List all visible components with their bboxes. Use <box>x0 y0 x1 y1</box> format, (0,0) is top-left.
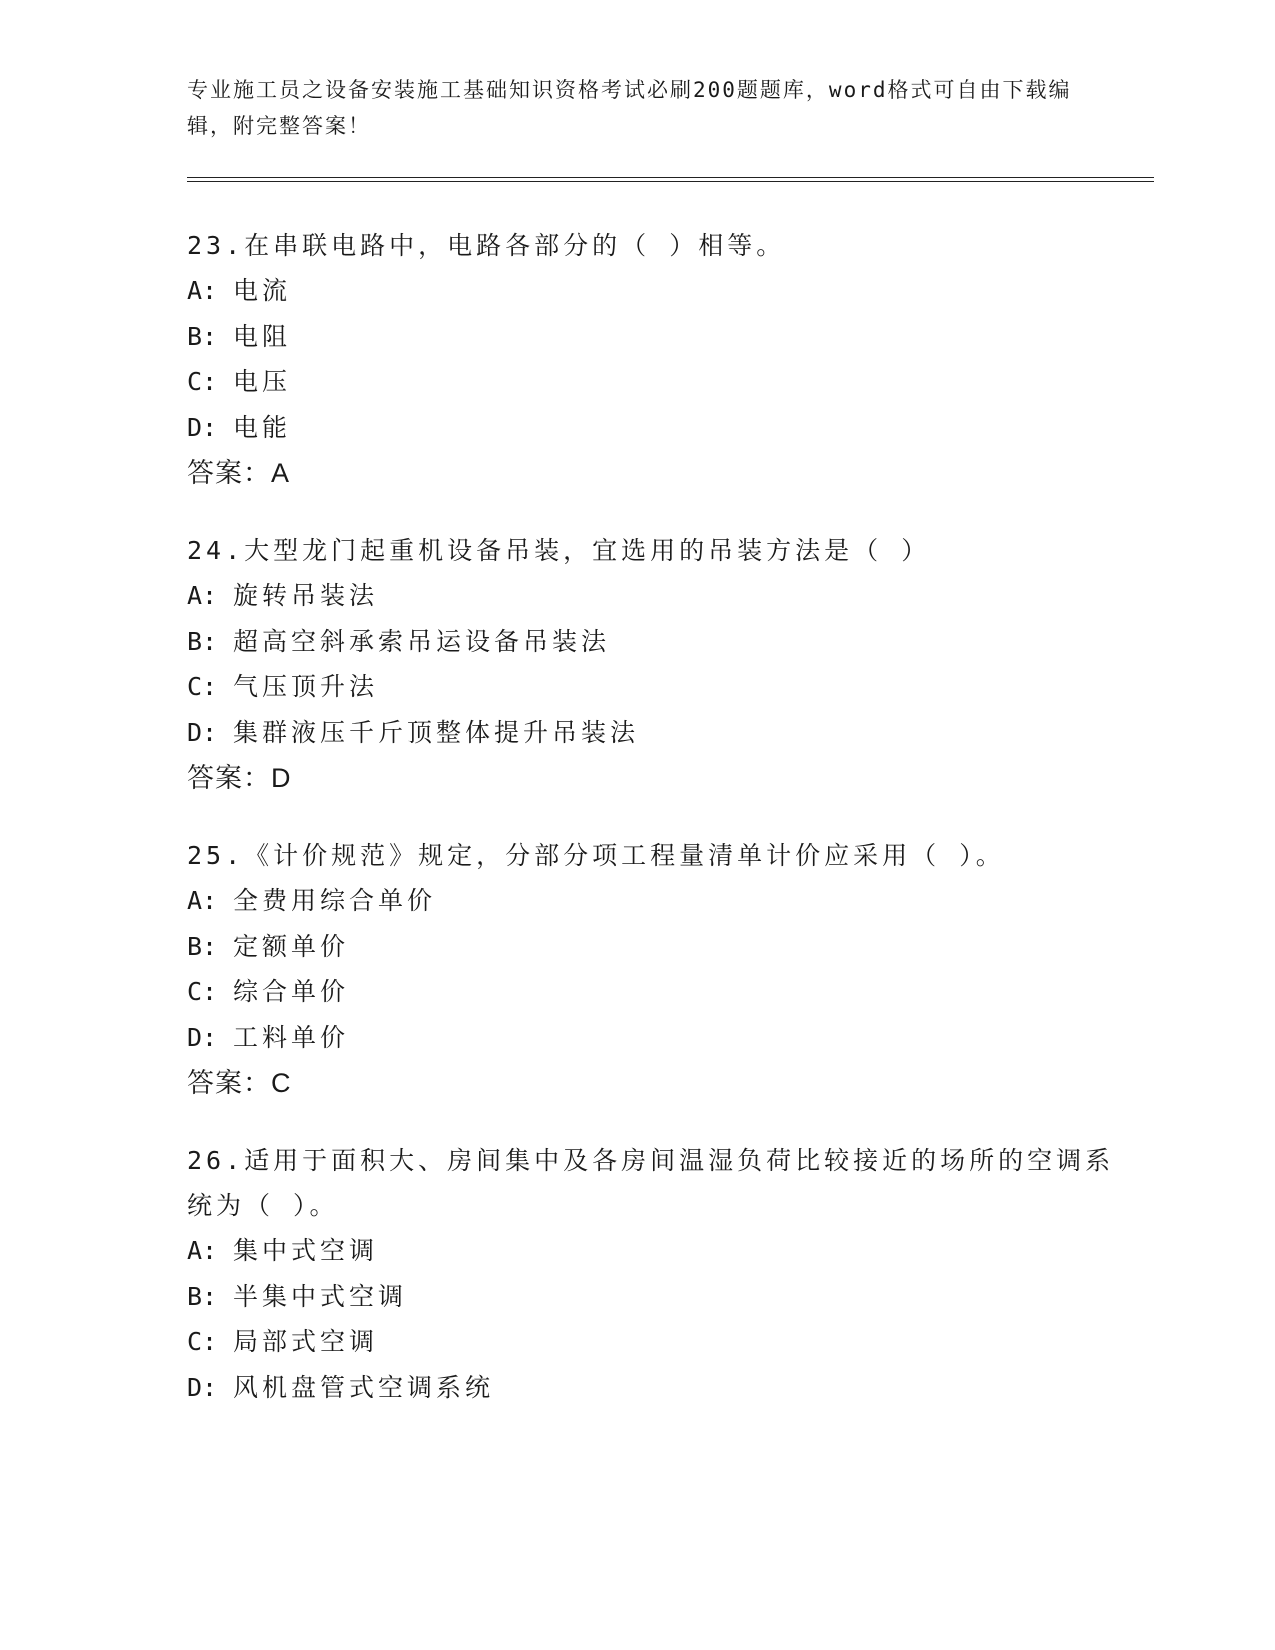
header-divider-top <box>187 177 1154 178</box>
option-d <box>187 1365 1117 1411</box>
option-letter: C: <box>187 1327 218 1356</box>
option-letter: B: <box>187 321 218 351</box>
option-letter: A: <box>187 276 218 305</box>
option-text: 综合单价 <box>233 977 350 1006</box>
answer-text: 答案：C <box>187 1068 292 1098</box>
option-a <box>187 268 1117 314</box>
option-a <box>187 1228 1117 1274</box>
option-text: 全费用综合单价 <box>233 886 437 915</box>
question-stem: 26.适用于面积大、房间集中及各房间温湿负荷比较接近的场所的空调系统为（ ）。 <box>187 1146 1115 1220</box>
option-text: 局部式空调 <box>233 1327 379 1356</box>
option-text: 集群液压千斤顶整体提升吊装法 <box>233 717 640 747</box>
option-c <box>187 969 1117 1015</box>
option-letter: B: <box>187 1281 218 1311</box>
question-23 <box>187 223 1117 496</box>
answer-text: 答案：D <box>187 763 292 793</box>
option-d <box>187 710 1117 756</box>
option-letter: B: <box>187 626 218 656</box>
option-text: 电能 <box>233 412 292 442</box>
option-text: 集中式空调 <box>233 1236 379 1265</box>
option-letter: B: <box>187 931 218 961</box>
option-text: 气压顶升法 <box>233 672 379 701</box>
option-text: 超高空斜承索吊运设备吊装法 <box>233 626 611 656</box>
document-header: 专业施工员之设备安装施工基础知识资格考试必刷200题题库，word格式可自由下载编辑，附完整答案！ <box>187 78 1072 138</box>
option-text: 电流 <box>233 276 292 305</box>
option-text: 风机盘管式空调系统 <box>233 1372 495 1402</box>
option-c <box>187 359 1117 405</box>
option-letter: D: <box>187 1372 218 1402</box>
option-a <box>187 878 1117 924</box>
option-text: 电压 <box>233 367 292 396</box>
answer-text: 答案：A <box>187 458 291 488</box>
option-letter: C: <box>187 672 218 701</box>
option-letter: D: <box>187 1022 218 1052</box>
option-b <box>187 1274 1117 1320</box>
option-letter: C: <box>187 367 218 396</box>
option-d <box>187 405 1117 451</box>
option-b <box>187 619 1117 665</box>
question-stem: 24.大型龙门起重机设备吊装，宜选用的吊装方法是（ ） <box>187 536 931 565</box>
header-divider-bottom <box>187 181 1154 182</box>
option-text: 工料单价 <box>233 1022 350 1052</box>
option-text: 半集中式空调 <box>233 1281 408 1311</box>
option-letter: D: <box>187 412 218 442</box>
question-26 <box>187 1138 1117 1410</box>
option-letter: D: <box>187 717 218 747</box>
option-text: 定额单价 <box>233 931 350 961</box>
option-letter: C: <box>187 977 218 1006</box>
option-c <box>187 664 1117 710</box>
option-letter: A: <box>187 886 218 915</box>
option-letter: A: <box>187 1236 218 1265</box>
question-stem: 25.《计价规范》规定，分部分项工程量清单计价应采用（ ）。 <box>187 841 1005 870</box>
option-b <box>187 314 1117 360</box>
option-a <box>187 573 1117 619</box>
question-24 <box>187 528 1117 801</box>
option-text: 电阻 <box>233 321 292 351</box>
option-text: 旋转吊装法 <box>233 581 379 610</box>
option-d <box>187 1015 1117 1061</box>
question-stem: 23.在串联电路中，电路各部分的（ ）相等。 <box>187 231 786 260</box>
option-b <box>187 924 1117 970</box>
option-letter: A: <box>187 581 218 610</box>
question-25 <box>187 833 1117 1106</box>
option-c <box>187 1319 1117 1365</box>
